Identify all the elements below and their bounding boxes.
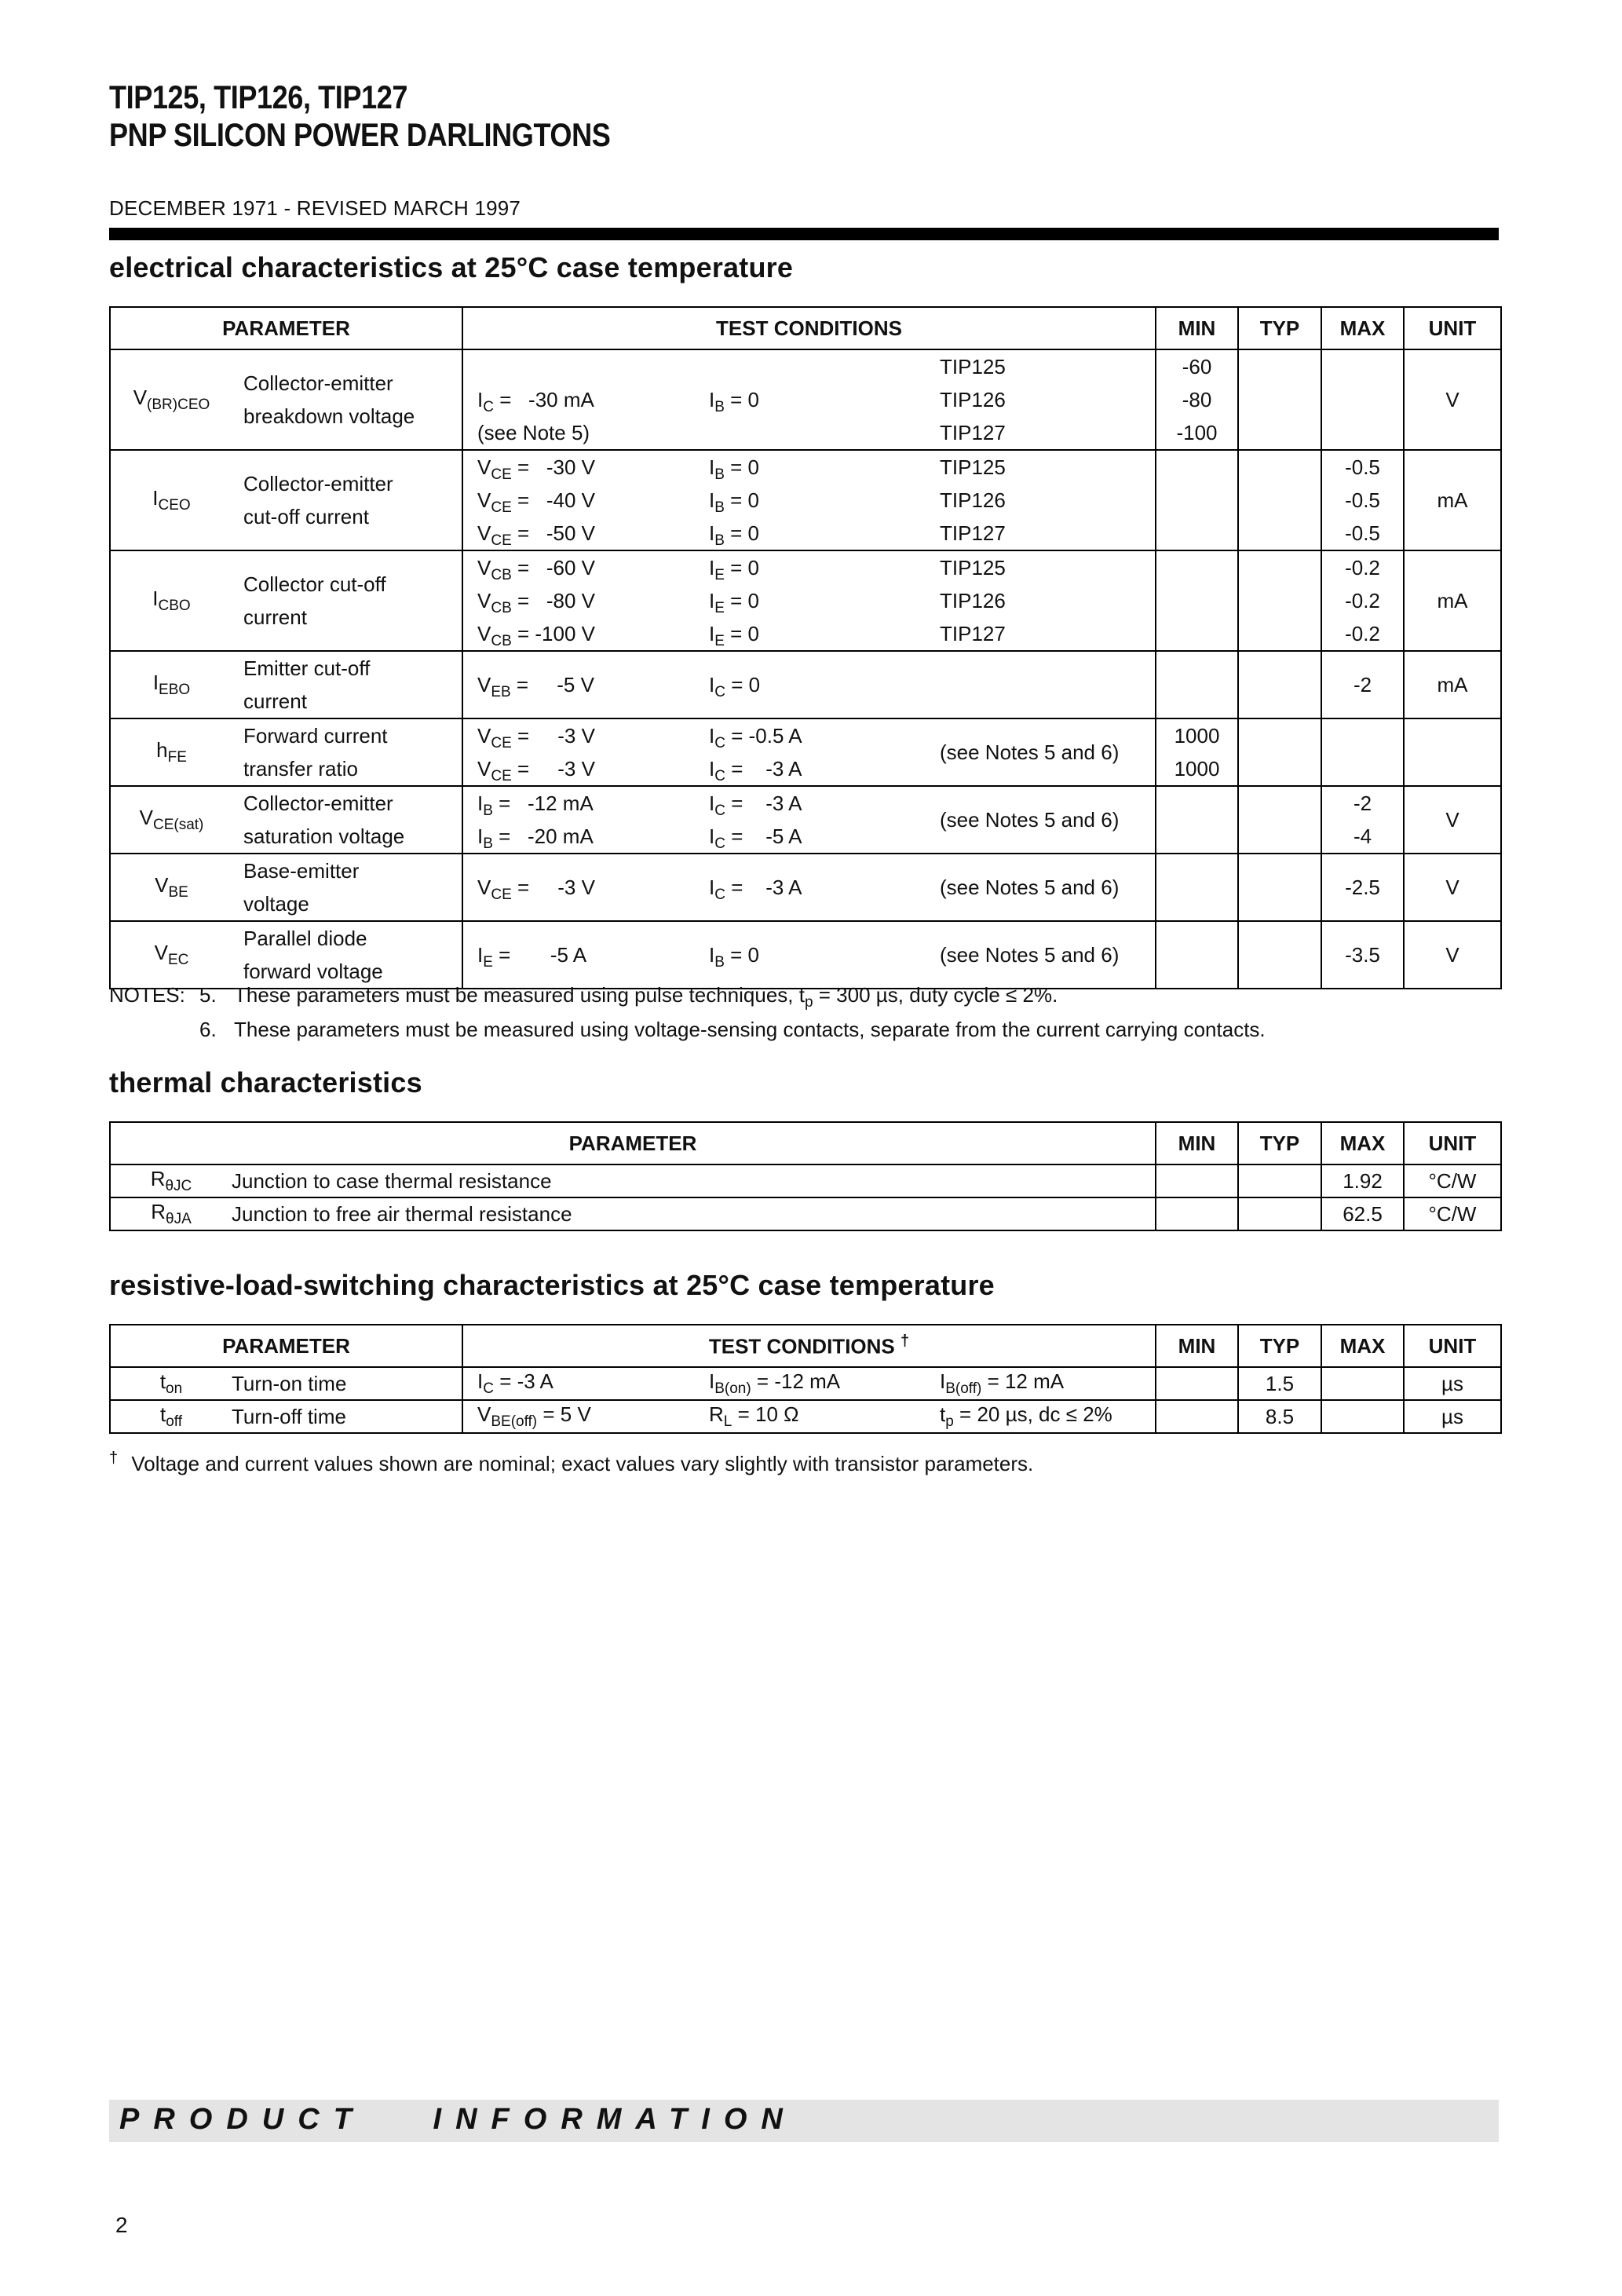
param-symbol: $V_{BE}$	[155, 873, 188, 901]
device-type: TIP125	[940, 556, 1006, 579]
test-condition: $V_{CE} = -40$ V	[477, 488, 595, 516]
max-value: -0.2	[1345, 556, 1380, 579]
test-condition-note: (see Note 5)	[477, 421, 590, 444]
test-condition: $I_{B(off)} = 12$ mA	[940, 1369, 1065, 1397]
device-type: TIP125	[940, 355, 1006, 378]
device-type: TIP127	[940, 622, 1006, 645]
test-condition: $I_C = -0.5$ A	[709, 724, 802, 751]
param-desc: voltage	[243, 892, 309, 916]
thermal-characteristics-table	[109, 1121, 1502, 1231]
min-value: 1000	[1174, 724, 1220, 748]
test-condition: $I_B = 0$	[709, 488, 760, 516]
unit-value: µs	[1404, 1400, 1501, 1433]
switching-footnote: † Voltage and current values shown are nominal; exact values vary slightly with transistor parameters.	[109, 1450, 1034, 1475]
param-desc: Turn-on time	[232, 1367, 462, 1400]
header-min: MIN	[1156, 1325, 1238, 1367]
document-title-description: PNP SILICON POWER DARLINGTONS	[109, 116, 611, 153]
table-row	[110, 349, 1501, 450]
electrical-characteristics-table	[109, 306, 1502, 989]
dagger-mark: †	[901, 1333, 910, 1351]
param-desc: Collector-emitter	[243, 371, 393, 395]
test-condition: $V_{CB} = -80$ V	[477, 589, 595, 616]
param-desc: Emitter cut-off	[243, 656, 371, 680]
table-header-row	[110, 1325, 1501, 1367]
param-symbol: $I_{EBO}$	[152, 671, 191, 698]
min-value: -60	[1182, 355, 1212, 378]
header-max: MAX	[1321, 307, 1404, 349]
param-desc: cut-off current	[243, 505, 369, 528]
max-value: -0.5	[1345, 488, 1380, 512]
test-condition: $V_{CE}$ = -3 V	[477, 876, 595, 903]
page-number: 2	[115, 2213, 128, 2237]
header-min: MIN	[1156, 1122, 1238, 1164]
param-symbol: $t_{off}$	[110, 1400, 232, 1433]
param-desc: saturation voltage	[243, 824, 405, 848]
test-condition: $I_B = 0$	[709, 455, 760, 483]
max-value: -3.5	[1321, 921, 1404, 989]
param-desc: Turn-off time	[232, 1400, 462, 1433]
electrical-characteristics-heading: electrical characteristics at 25°C case temperature	[109, 251, 794, 283]
unit-value: V	[1404, 921, 1501, 989]
min-value: -80	[1182, 388, 1212, 411]
param-desc: Junction to case thermal resistance	[232, 1164, 1156, 1197]
table-row	[110, 1197, 1501, 1230]
notes-label: NOTES:	[109, 983, 185, 1007]
test-condition: $I_C$ = -3 A	[709, 757, 802, 784]
table-row	[110, 1367, 1501, 1400]
test-condition: $I_C = 0$	[709, 673, 761, 700]
param-desc: Parallel diode	[243, 927, 367, 950]
product-information-label: PRODUCT INFORMATION	[119, 2103, 797, 2136]
test-condition: $V_{CE} = -50$ V	[477, 521, 595, 549]
unit-value: µs	[1404, 1367, 1501, 1400]
test-condition: $V_{EB}$ = -5 V	[477, 673, 594, 700]
test-condition: $V_{CB} = -100$ V	[477, 622, 595, 649]
revision-date: DECEMBER 1971 - REVISED MARCH 1997	[109, 196, 521, 220]
header-typ: TYP	[1238, 1325, 1321, 1367]
typ-value: 8.5	[1238, 1400, 1321, 1433]
test-condition: $V_{CE}$ = -3 V	[477, 757, 595, 784]
unit-value: °C/W	[1404, 1197, 1501, 1230]
unit-value: °C/W	[1404, 1164, 1501, 1197]
param-symbol: $I_{CBO}$	[152, 587, 191, 614]
header-typ: TYP	[1238, 1122, 1321, 1164]
param-desc: breakdown voltage	[243, 404, 415, 428]
switching-characteristics-heading: resistive-load-switching characteristics at 25°C case temperature	[109, 1269, 995, 1301]
note-number: 6.	[199, 1018, 217, 1042]
device-type: TIP125	[940, 455, 1006, 479]
table-header-row	[110, 1122, 1501, 1164]
max-value: -4	[1353, 824, 1372, 848]
test-condition: $R_L = 10$ Ω	[709, 1402, 799, 1430]
unit-value: V	[1404, 786, 1501, 854]
table-row	[110, 1164, 1501, 1197]
table-row	[110, 786, 1501, 854]
test-condition: $I_B = -12$ mA	[477, 792, 594, 819]
device-type: TIP126	[940, 388, 1006, 411]
note-6: These parameters must be measured using voltage-sensing contacts, separate from the current carrying contacts.	[234, 1018, 1266, 1042]
table-row	[110, 921, 1501, 989]
device-type: TIP127	[940, 521, 1006, 545]
test-condition: $I_E = 0$	[709, 556, 760, 583]
param-symbol: $V_{(BR)CEO}$	[133, 386, 210, 413]
max-value: 1.92	[1321, 1164, 1404, 1197]
table-row	[110, 854, 1501, 921]
max-value: -0.2	[1345, 589, 1380, 612]
param-desc: current	[243, 689, 307, 713]
header-test-conditions: TEST CONDITIONS †	[462, 1325, 1156, 1367]
param-desc: transfer ratio	[243, 757, 358, 781]
device-type: TIP126	[940, 488, 1006, 512]
table-row	[110, 1400, 1501, 1433]
typ-value: 1.5	[1238, 1367, 1321, 1400]
test-condition: $I_B = 0$	[709, 388, 760, 415]
header-parameter: PARAMETER	[110, 1122, 1156, 1164]
dagger-mark: †	[109, 1450, 119, 1467]
test-condition: $t_p = 20$ µs, dc ≤ 2%	[940, 1402, 1112, 1430]
test-condition-note: (see Notes 5 and 6)	[940, 876, 1120, 899]
test-condition: $I_E = 0$	[709, 622, 760, 649]
max-value: -0.2	[1345, 622, 1380, 645]
switching-characteristics-table	[109, 1324, 1502, 1434]
test-condition: $I_C$ = -3 A	[709, 876, 802, 903]
min-value: 1000	[1174, 757, 1220, 781]
note-5: These parameters must be measured using pulse techniques, $t_p = 300$ µs, duty cycle ≤ 2%.	[234, 983, 1058, 1011]
header-unit: UNIT	[1404, 1325, 1501, 1367]
param-symbol: $R_{\theta JA}$	[110, 1197, 232, 1230]
test-condition: $V_{BE(off)} = 5$ V	[477, 1402, 591, 1430]
unit-value: V	[1404, 349, 1501, 450]
table-row	[110, 651, 1501, 718]
header-unit: UNIT	[1404, 1122, 1501, 1164]
header-rule	[109, 228, 1499, 240]
test-condition: $I_C$ = -5 A	[709, 824, 802, 852]
test-condition: $I_{B(on)} = -12$ mA	[709, 1369, 841, 1397]
param-desc: forward voltage	[243, 960, 383, 983]
test-condition: $I_E$ = -5 A	[477, 943, 587, 971]
unit-value: mA	[1404, 651, 1501, 718]
note-number: 5.	[199, 983, 217, 1007]
header-typ: TYP	[1238, 307, 1321, 349]
notes-block	[109, 982, 1499, 1044]
test-condition: $V_{CB} = -60$ V	[477, 556, 595, 583]
test-condition-note: (see Notes 5 and 6)	[940, 740, 1120, 764]
header-max: MAX	[1321, 1325, 1404, 1367]
device-type: TIP127	[940, 421, 1006, 444]
param-symbol: $R_{\theta JC}$	[110, 1164, 232, 1197]
device-type: TIP126	[940, 589, 1006, 612]
max-value: -2.5	[1321, 854, 1404, 921]
header-unit: UNIT	[1404, 307, 1501, 349]
param-desc: Junction to free air thermal resistance	[232, 1197, 1156, 1230]
max-value: -2	[1353, 792, 1372, 815]
header-min: MIN	[1156, 307, 1238, 349]
max-value: -0.5	[1345, 455, 1380, 479]
test-condition: $I_C = -30$ mA	[477, 388, 594, 415]
param-desc: Base-emitter	[243, 859, 360, 883]
unit-value: mA	[1404, 550, 1501, 651]
table-row	[110, 718, 1501, 786]
param-desc: Collector-emitter	[243, 792, 393, 815]
param-symbol: $I_{CEO}$	[152, 486, 191, 514]
test-condition: $I_B = 0$	[709, 943, 760, 971]
max-value: 62.5	[1321, 1197, 1404, 1230]
test-condition: $I_C = -3$ A	[477, 1369, 553, 1397]
param-desc: Forward current	[243, 724, 388, 748]
test-condition: $I_E = 0$	[709, 589, 760, 616]
unit-value: V	[1404, 854, 1501, 921]
max-value: -0.5	[1345, 521, 1380, 545]
max-value: -2	[1321, 651, 1404, 718]
test-condition: $V_{CE}$ = -3 V	[477, 724, 595, 751]
header-test-conditions: TEST CONDITIONS	[462, 307, 1156, 349]
document-title-part-numbers: TIP125, TIP126, TIP127	[109, 79, 408, 115]
header-parameter: PARAMETER	[110, 1325, 462, 1367]
table-row	[110, 450, 1501, 550]
test-condition: $I_B = 0$	[709, 521, 760, 549]
param-symbol: $V_{EC}$	[154, 941, 189, 968]
unit-value: mA	[1404, 450, 1501, 550]
thermal-characteristics-heading: thermal characteristics	[109, 1066, 422, 1099]
param-symbol: $t_{on}$	[110, 1367, 232, 1400]
table-header-row	[110, 307, 1501, 349]
table-row	[110, 550, 1501, 651]
param-symbol: $h_{FE}$	[156, 738, 187, 766]
header-parameter: PARAMETER	[110, 307, 462, 349]
param-desc: Collector cut-off	[243, 572, 386, 596]
param-desc: current	[243, 605, 307, 629]
param-symbol: $V_{CE(sat)}$	[139, 806, 204, 833]
header-max: MAX	[1321, 1122, 1404, 1164]
test-condition-note: (see Notes 5 and 6)	[940, 808, 1120, 832]
test-condition: $V_{CE} = -30$ V	[477, 455, 595, 483]
test-condition: $I_C$ = -3 A	[709, 792, 802, 819]
param-desc: Collector-emitter	[243, 472, 393, 495]
test-condition: $I_B = -20$ mA	[477, 824, 594, 852]
test-condition-note: (see Notes 5 and 6)	[940, 943, 1120, 967]
min-value: -100	[1176, 421, 1218, 444]
